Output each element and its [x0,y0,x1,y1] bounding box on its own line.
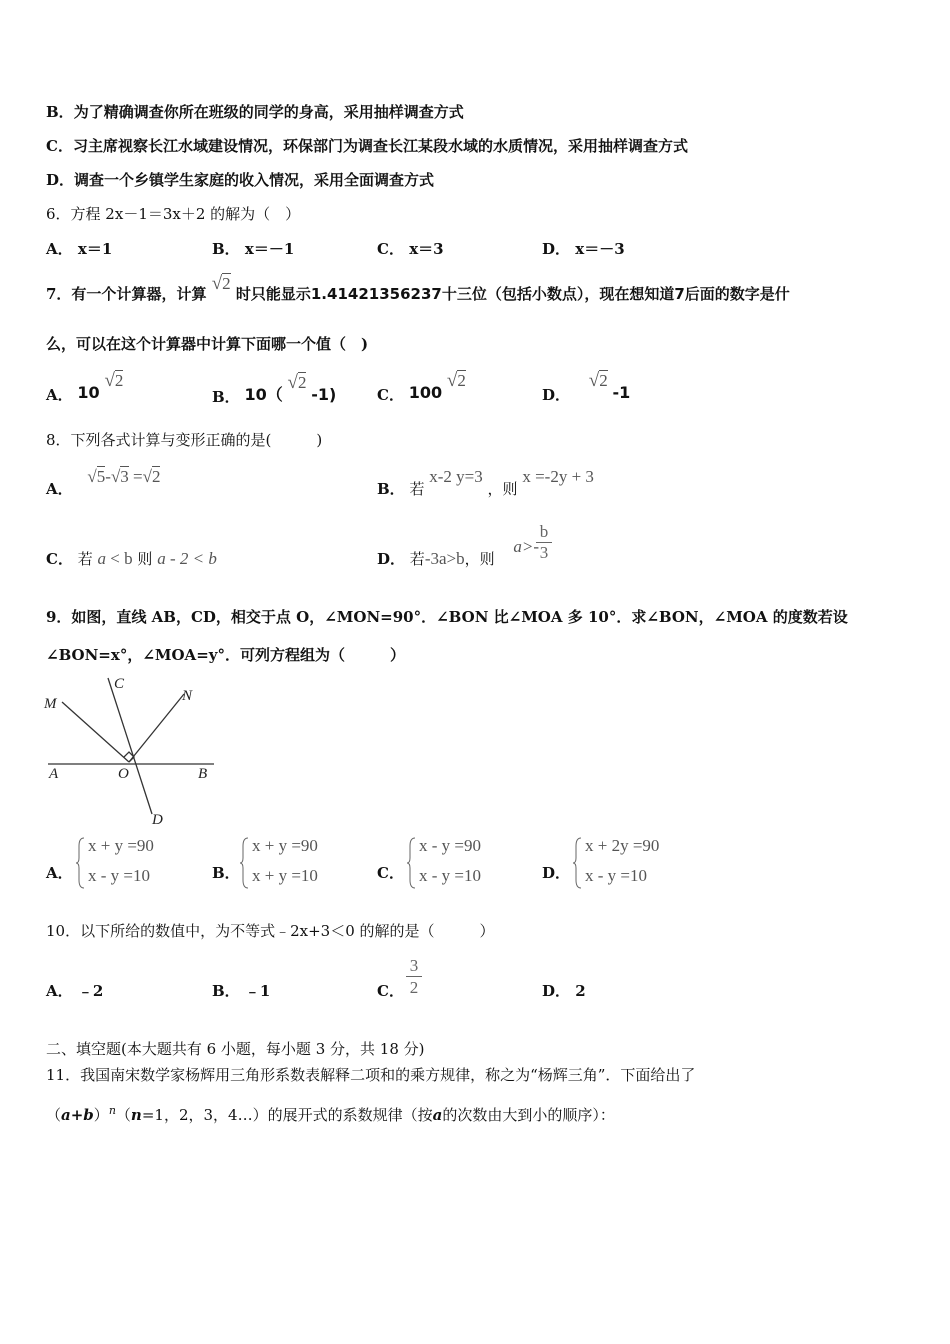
q5-option-b-text: 为了精确调查你所在班级的同学的身高，采用抽样调查方式 [73,103,464,121]
label-d: D [152,812,163,828]
q11-line2: $(a+b)^n(n=1$，2，3，4…）的展开式的系数规律（按a的次数由大到小的顺序）： [46,1104,615,1124]
q7-option-b: B． 10（ √2 -1) [212,372,337,406]
q5-option-d-text: 调查一个乡镇学生家庭的收入情况，采用全面调查方式 [74,171,435,189]
q7-stem-line1: 7．有一个计算器，计算 √2 时只能显示1.41421356237十三位（包括小数点），现在想知道7后面的数字是什 [46,273,790,303]
q8-option-d: D． 若-3a>b，则 a>- [377,537,540,568]
q8-option-b: B． 若 x-2 y=3 ，则 x =-2y + 3 [377,467,594,498]
label-m: M [44,696,57,712]
q6-stem: 6．方程 2x－1＝3x＋2 的解为（ ） [46,205,301,223]
q8-option-c: C． 若 a < b 则 a - 2 < b [46,549,217,568]
q9-option-a-label: A． [46,864,73,882]
q9-option-d-label: D． [542,864,571,882]
q7-option-a: A． 10 √2 [46,370,124,404]
q8-option-d-fraction: $\frac{b}{3}$ [536,522,552,563]
q7-option-d: D． √2 -1 [542,370,631,404]
q6-option-d: D． x＝－3 [542,240,625,258]
q5-option-b: B．为了精确调查你所在班级的同学的身高，采用抽样调查方式 [46,103,464,121]
q5-option-c: C．习主席视察长江水域建设情况，环保部门为调查长江某段水域的水质情况，采用抽样调查方式 [46,137,688,155]
label-b: B [198,766,208,782]
q7-sqrt2: √2 [211,273,231,294]
label-c: C [114,676,125,692]
q9-option-c-system: x - y =90 x - y =10 [407,836,517,892]
q9-option-a-system: x + y =90 x - y =10 [76,836,186,892]
q10-option-c-fraction: $\frac{3}{2}$ [406,956,422,999]
q5-option-d: D．调查一个乡镇学生家庭的收入情况，采用全面调查方式 [46,171,435,189]
q9-figure [40,672,220,832]
ray-on [129,694,184,762]
q7-stem-line2: 么，可以在这个计算器中计算下面哪一个值（ ) [46,335,369,353]
q10-option-c-label: C． [377,982,404,1000]
q10-option-d: D． 2 [542,982,586,1000]
q10-option-a: A． ﹣2 [46,982,104,1000]
q6-option-a: A． x＝1 [46,240,113,258]
q9-option-b-label: B． [212,864,240,882]
label-o: O [118,766,129,782]
q8-option-a: A． √5-√3 =√2 [46,467,161,498]
q7-option-c: C． 100 √2 [377,370,466,404]
line-cd [108,678,152,814]
q9-stem-line2: ∠BON=x°，∠MOA=y°．可列方程组为（ ） [46,646,405,664]
q6-option-b: B． x＝－1 [212,240,295,258]
q9-option-d-system: x + 2y =90 x - y =10 [573,836,693,892]
label-a: A [49,766,59,782]
q5-option-c-text: 习主席视察长江水域建设情况，环保部门为调查长江某段水域的水质情况，采用抽样调查方式 [72,137,688,155]
q9-option-c-label: C． [377,864,404,882]
q11-line1: 11．我国南宋数学家杨辉用三角形系数表解释二项和的乘方规律，称之为“杨辉三角”．下面给出了 [46,1066,696,1084]
section2-title: 二、填空题(本大题共有 6 小题，每小题 3 分，共 18 分) [46,1040,425,1058]
q8-stem: 8．下列各式计算与变形正确的是( ) [46,431,323,449]
label-n: N [182,688,193,704]
q10-option-b: B． ﹣1 [212,982,271,1000]
q9-stem-line1: 9．如图，直线 AB，CD，相交于点 O，∠MON=90°．∠BON 比∠MOA 多 10°．求∠BON，∠MOA 的度数若设 [46,608,848,626]
q9-option-b-system: x + y =90 x + y =10 [240,836,350,892]
q10-stem: 10．以下所给的数值中，为不等式﹣2x+3＜0 的解的是（ ） [46,922,495,940]
q6-option-c: C． x＝3 [377,240,444,258]
